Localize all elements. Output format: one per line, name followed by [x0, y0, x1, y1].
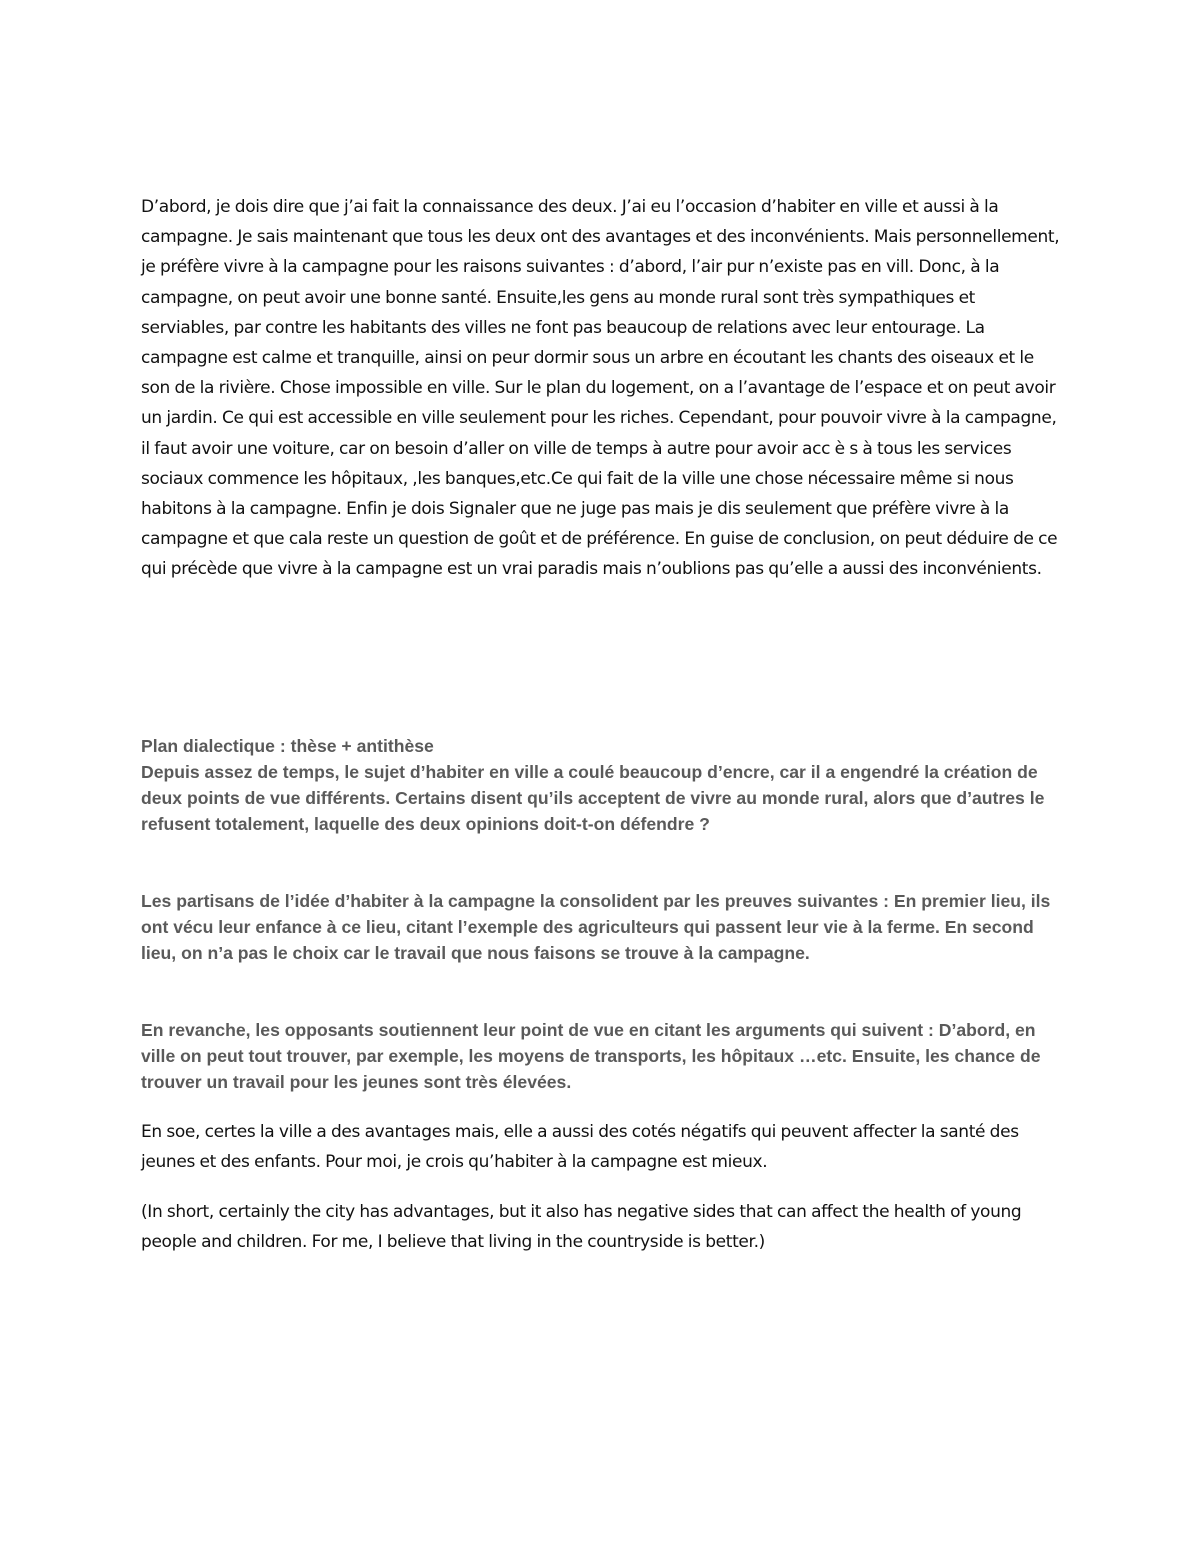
partisans-paragraph: Les partisans de l’idée d’habiter à la campagne la consolident par les preuves suivantes : En premier lieu, ils ont vécu leur enfance à ce lieu, citant l’exemple des agriculteurs qui passent leur vie à la ferme. En second lieu, on n’a pas le choix car le travail que nous faisons se trouve à la campagne.: [141, 891, 1051, 963]
essay-paragraph: D’abord, je dois dire que j’ai fait la connaissance des deux. J’ai eu l’occasion d’habiter en ville et aussi à la campagne. Je sais maintenant que tous les deux ont des avantages et des inconvénients. Mais personnellement, je préfère vivre à la campagne pour les raisons suivantes : d’abord, l’air pur n’existe pas en vill. Donc, à la campagne, on peut avoir une bonne santé. Ensuite,les gens au monde rural sont très sympathiques et serviables, par contre les habitants des villes ne font pas beaucoup de relations avec leur entourage. La campagne est calme et tranquille, ainsi on peur dormir sous un arbre en écoutant les chants des oiseaux et le son de la rivière. Chose impossible en ville. Sur le plan du logement, on a l’avantage de l’espace et on peut avoir un jardin. Ce qui est accessible en ville seulement pour les riches. Cependant, pour pouvoir vivre à la campagne, il faut avoir une voiture, car on besoin d’aller on ville de temps à autre pour avoir acc è s à tous les services sociaux commence les hôpitaux, ,les banques,etc.Ce qui fait de la ville une chose nécessaire même si nous habitons à la campagne. Enfin je dois Signaler que ne juge pas mais je dis seulement que préfère vivre à la campagne et que cala reste un question de goût et de préférence. En guise de conclusion, on peut déduire de ce qui précède que vivre à la campagne est un vrai paradis mais n’oublions pas qu’elle a aussi des inconvénients.: [141, 197, 1060, 580]
introduction-paragraph: Depuis assez de temps, le sujet d’habiter en ville a coulé beaucoup d’encre, car il a engendré la création de deux points de vue différents. Certains disent qu’ils acceptent de vivre au monde rural, alors que d’autres le refusent totalement, laquelle des deux opinions doit-t-on défendre ?: [141, 762, 1045, 834]
dialectic-plan-section: [141, 733, 1066, 837]
opponents-paragraph: En revanche, les opposants soutiennent leur point de vue en citant les arguments qui suivent : D’abord, en ville on peut tout trouver, par exemple, les moyens de transports, les hôpitaux …etc. Ensuite, les chance de trouver un travail pour les jeunes sont très élevées.: [141, 1020, 1041, 1092]
plan-heading: Plan dialectique : thèse + antithèse: [141, 736, 434, 756]
conclusion-paragraph: En soe, certes la ville a des avantages mais, elle a aussi des cotés négatifs qui peuvent affecter la santé des jeunes et des enfants. Pour moi, je crois qu’habiter à la campagne est mieux.: [141, 1122, 1019, 1173]
translation-paragraph: (In short, certainly the city has advantages, but it also has negative sides that can affect the health of young people and children. For me, I believe that living in the countryside is better.): [141, 1202, 1022, 1253]
